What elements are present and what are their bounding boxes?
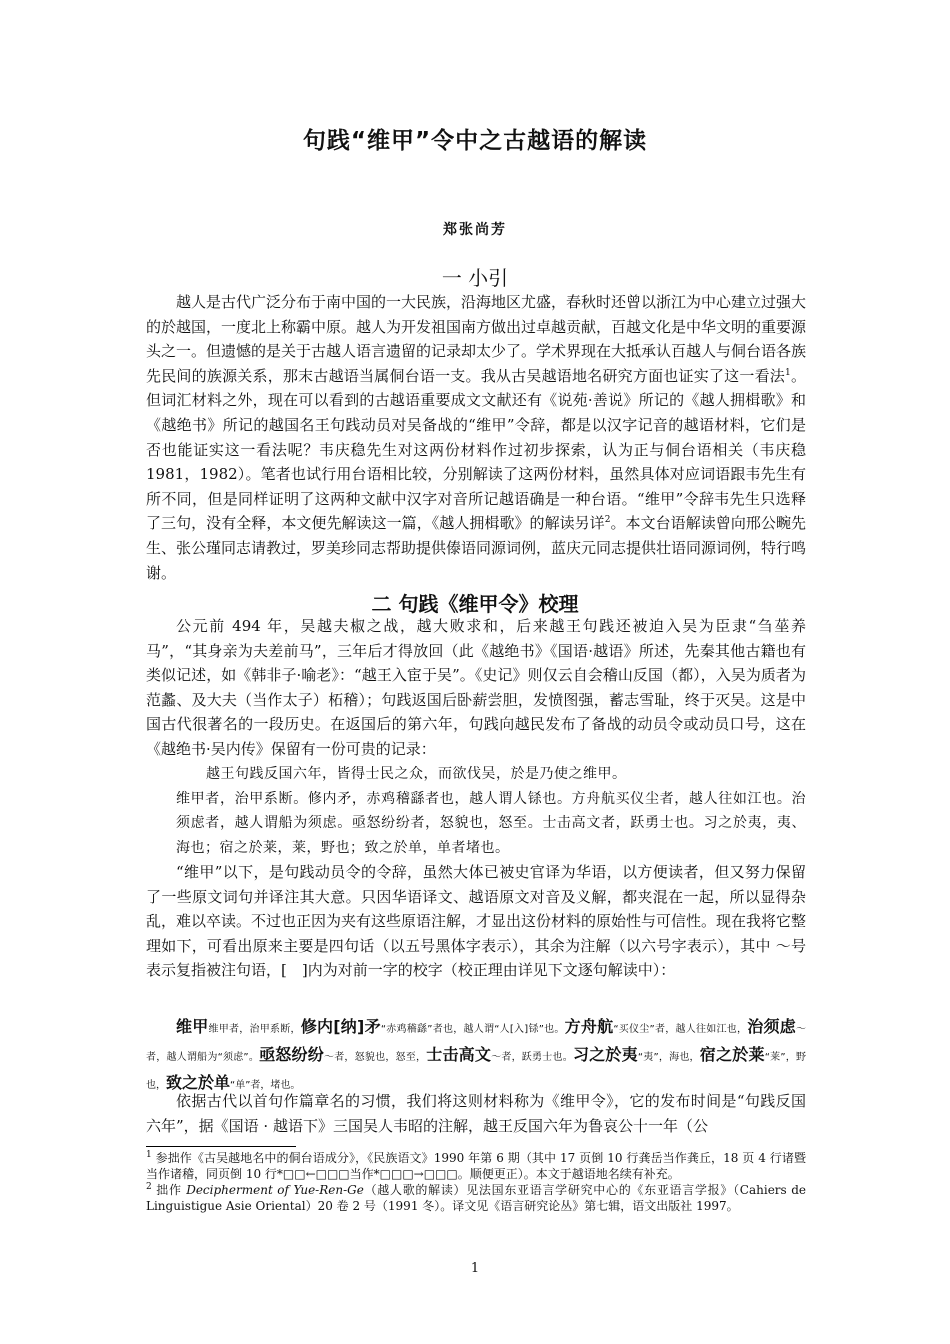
dating-paragraph: 依据古代以首句作篇章名的习惯，我们将这则材料称为《维甲令》，它的发布时间是“句践反国六年”，据《国语 · 越语下》三国吴人韦昭的注解，越王反国六年为鲁哀公十一年（公 — [146, 1092, 806, 1135]
footnote-separator — [146, 1146, 296, 1147]
decree-phrase: 习之於夷 — [572, 1045, 638, 1064]
reconstructed-decree — [146, 1014, 806, 1098]
decree-phrase: 修内[纳]矛 — [300, 1017, 381, 1036]
intro-text-a: 越人是古代广泛分布于南中国的一大民族，沿海地区尤盛，春秋时还曾以浙江为中心建立过强大的於越国，一度北上称霸中原。越人为开发祖国南方做出过卓越贡献，百越文化是中华文明的重要源头之一。但遗憾的是关于古越人语言遗留的记录却太少了。学术界现在大抵承认百越人与侗台语各族先民间的族源关系，那末古越语当属侗台语一支。我从古吴越语地名研究方面也证实了这一看法 — [146, 293, 807, 385]
footnote-text: 参拙作《古吴越地名中的侗台语成分》，《民族语文》1990 年第 6 期（其中 17 页倒 10 行龚岳当作龚丘，18 页 4 行诸暨当作诸稽，同页倒 10 行*□□←□□□当作*□□□→□□□。顺便更正）。本文于越语地名续有补充。 — [146, 1151, 806, 1181]
page-number: 1 — [470, 1261, 480, 1276]
decree-note: 维甲者，治甲系断， — [208, 1024, 301, 1035]
decree-note: “买仪尘”者，越人往如江也， — [613, 1024, 748, 1035]
author-name: 郑张尚芳 — [443, 222, 507, 238]
footnote-ref-1: 1 — [785, 367, 791, 378]
footnote-mark: 1 — [146, 1150, 152, 1160]
decree-phrase: 方舟航 — [564, 1017, 614, 1036]
decree-note: ～者，越人谓船为“须虑”。 — [146, 1024, 806, 1063]
footnote-mark: 2 — [146, 1182, 152, 1192]
footnote-text: 拙作 — [151, 1183, 187, 1197]
decree-phrase: 维甲 — [176, 1017, 209, 1036]
decree-phrase: 宿之於莱 — [699, 1045, 765, 1064]
history-paragraph: 公元前 494 年，吴越夫椒之战，越大败求和，后来越王句践还被迫入吴为臣隶“刍莝养马”，“其身亲为夫差前马”，三年后才得放回（此《越绝书》《国语·越语》所述，先秦其他古籍也有类似记述，如《韩非子·喻老》：“越王入宦于吴”。《史记》则仅云自会稽山反国（都），入吴为质者为范蠡、及大夫（当作太子）柘稽）；句践返国后卧薪尝胆，发愤图强，蓄志雪耻，终于灭吴。这是中国古代很著名的一段历史。在返国后的第六年，句践向越民发布了备战的动员令或动员口号，这在《越绝书·吴内传》保留有一份可贵的记录： — [146, 617, 806, 758]
intro-text-b: 。但词汇材料之外，现在可以看到的古越语重要成文文献还有《说苑·善说》所记的《越人拥楫歌》和《越绝书》所记的越国名王句践动员对吴备战的“维甲”令辞，都是以汉字记音的越语材料，它们是否也能证实这一看法呢？韦庆稳先生对这两份材料作过初步探索，认为正与侗台语相关（韦庆稳 1981，1982）。笔者也试行用台语相比较，分别解读了这两份材料，虽然具体对应词语跟韦先生有所不同，但是同样证明了这两种文献中汉字对音所记越语确是一种台语。“维甲”令辞韦先生只选释了三句，没有全释，本文便先解读这一篇，《越人拥楫歌》的解读另详 — [146, 366, 806, 533]
decree-phrase: 致之於单 — [166, 1073, 231, 1092]
decree-phrase: 士击高文 — [426, 1045, 492, 1064]
intro-paragraph — [146, 290, 806, 585]
footnote-2 — [146, 1182, 806, 1214]
quoted-record-first-line: 越王句践反国六年，皆得士民之众，而欲伐吴，於是乃使之维甲。 — [206, 766, 627, 782]
footnote-text-rest: （越人歌的解读）见法国东亚语言学研究中心的《东亚语言学报》（Cahiers de Linguistigue Asie Oriental）20 卷 2 号（1991 冬）。译文见《语言研究论丛》第七辑，语文出版社 1997。 — [146, 1183, 807, 1213]
decree-phrase: 治须虑 — [747, 1017, 796, 1036]
quoted-record-body: 维甲者，治甲系断。修内矛，赤鸡稽繇者也，越人谓人铩也。方舟航买仪尘者，越人往如江也。治须虑者，越人谓船为须虑。亟怒纷纷者，怒貌也，怒至。士击高文者，跃勇士也。习之於夷，夷、海也；宿之於莱，莱，野也；致之於单，单者堵也。 — [176, 790, 806, 856]
footnote-ref-2: 2 — [604, 515, 611, 526]
intro-text-c: 。本文台语解读曾向邢公畹先生、张公瑾同志请教过，罗美珍同志帮助提供傣语同源词例，蓝庆元同志提供壮语同源词例，特行鸣谢。 — [146, 514, 807, 582]
section-heading-collation: 二 句践《维甲令》校理 — [371, 592, 579, 616]
footnote-italic-title: Decipherment of Yue-Ren-Ge — [186, 1183, 364, 1197]
footnote-1 — [146, 1150, 806, 1182]
analysis-paragraph: “维甲”以下，是句践动员令的令辞，虽然大体已被史官译为华语，以方便读者，但又努力保留了一些原文词句并译注其大意。只因华语译文、越语原文对音及义解，都夹混在一起，所以显得杂乱，难以卒读。不过也正因为夹有这些原语注解，才显出这份材料的原始性与可信性。现在我将它整理如下，可看出原来主要是四句话（以五号黑体字表示），其余为注解（以六号字表示），其中 ～号表示复指被注句语，[ ]内为对前一字的校字（校正理由详见下文逐句解读中）： — [146, 863, 807, 980]
decree-phrase: 亟怒纷纷 — [259, 1045, 324, 1064]
section-heading-intro: 一 小引 — [441, 266, 509, 290]
decree-note: “莱”，野也， — [146, 1052, 806, 1091]
quoted-record — [176, 762, 806, 860]
decree-note: “赤鸡稽繇”者也，越人谓“人[入]铩”也。 — [380, 1024, 565, 1035]
decree-note: “单”者，堵也。 — [230, 1080, 301, 1091]
decree-note: “夷”，海也， — [637, 1052, 700, 1063]
page-title: 句践“维甲”令中之古越语的解读 — [302, 128, 648, 154]
decree-note: ～者，跃勇士也。 — [491, 1052, 573, 1063]
decree-note: ～者，怒貌也，怒至， — [323, 1052, 427, 1063]
